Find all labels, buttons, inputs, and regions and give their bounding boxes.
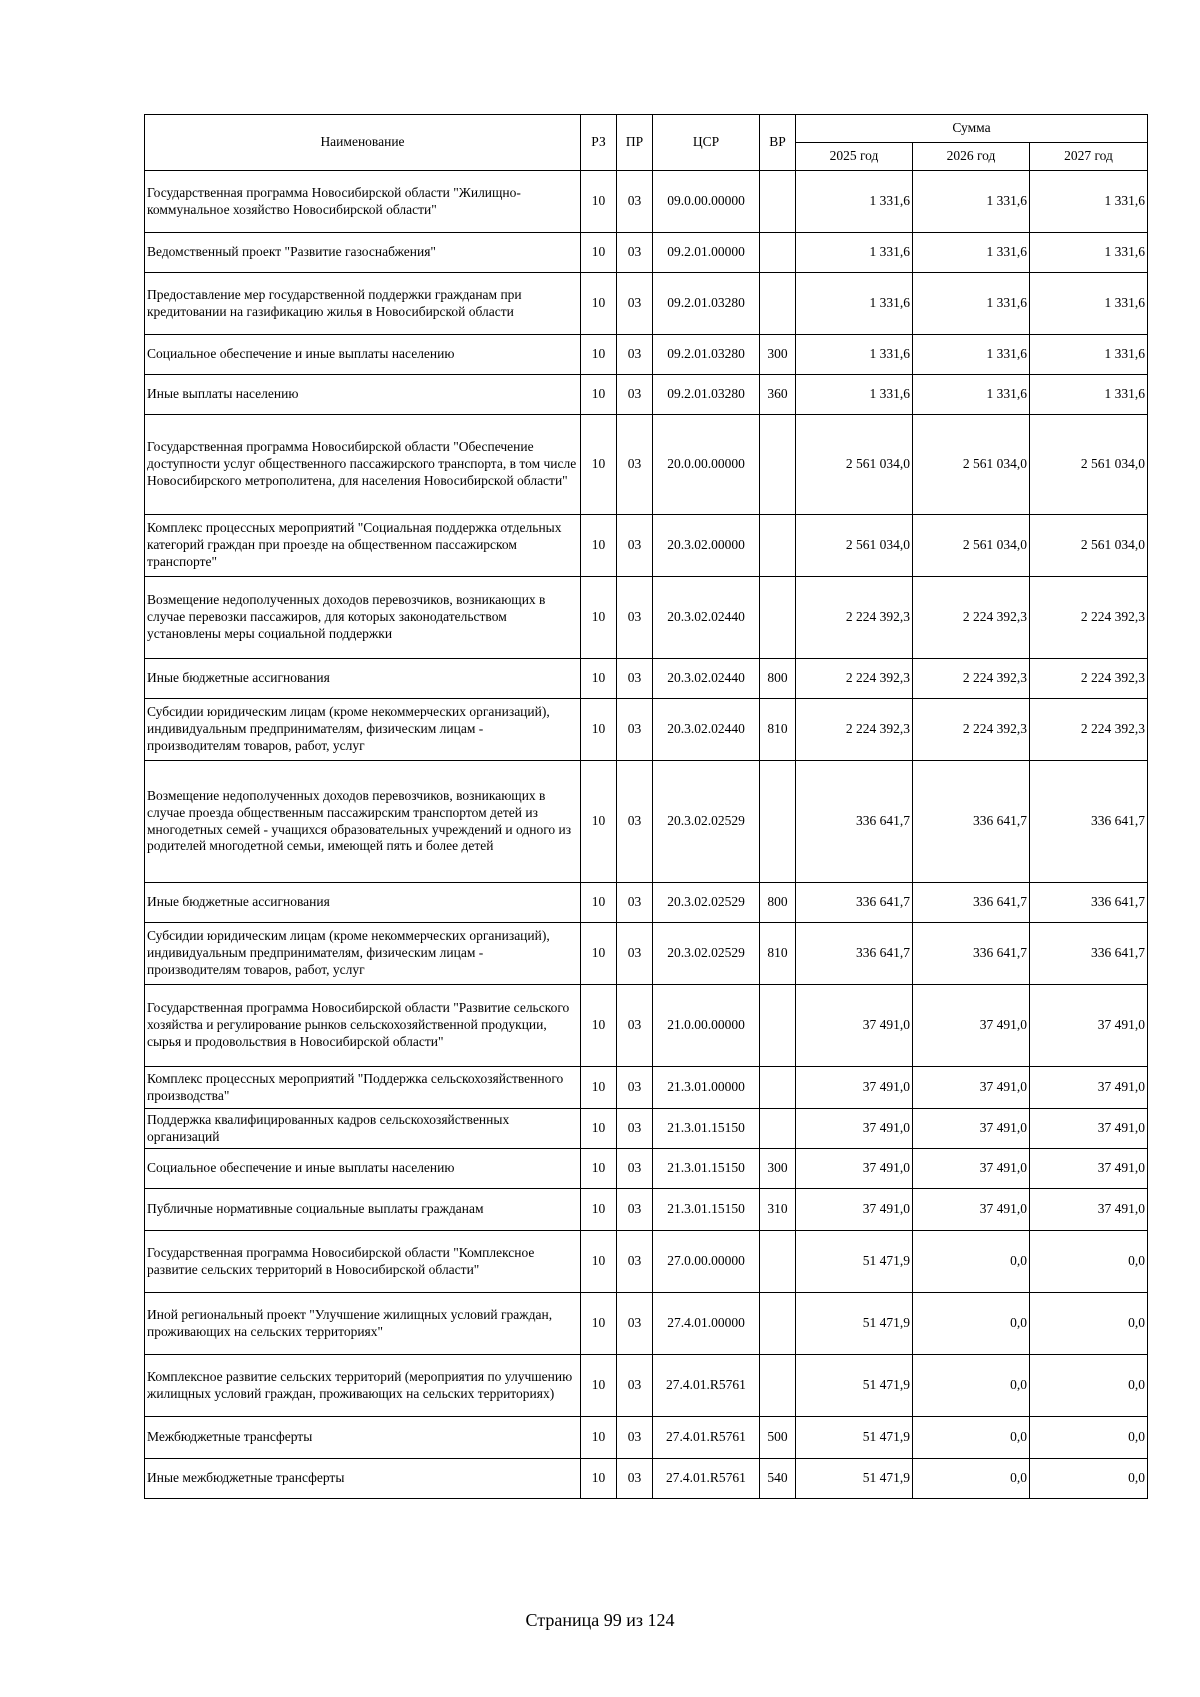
cell-amount-2026: 0,0 — [913, 1293, 1030, 1355]
cell-pr: 03 — [617, 171, 653, 233]
table-row — [145, 273, 1148, 335]
cell-amount-2026: 1 331,6 — [913, 233, 1030, 273]
table-row — [145, 415, 1148, 515]
header-rz: РЗ — [581, 115, 617, 171]
cell-name: Возмещение недополученных доходов перевозчиков, возникающих в случае проезда общественным пассажирским транспортом детей из многодетных семей - учащихся образовательных учреждений и одного из родителей многодетной семьи, имеющей пять и более детей — [145, 761, 581, 883]
cell-csr: 09.2.01.03280 — [653, 335, 760, 375]
cell-amount-2026: 0,0 — [913, 1417, 1030, 1459]
cell-pr: 03 — [617, 883, 653, 923]
cell-name: Ведомственный проект "Развитие газоснабжения" — [145, 233, 581, 273]
cell-pr: 03 — [617, 233, 653, 273]
cell-vr — [760, 1231, 796, 1293]
table-row — [145, 1231, 1148, 1293]
cell-rz: 10 — [581, 1459, 617, 1499]
cell-rz: 10 — [581, 415, 617, 515]
table-row — [145, 1189, 1148, 1231]
cell-amount-2026: 37 491,0 — [913, 985, 1030, 1067]
cell-rz: 10 — [581, 883, 617, 923]
cell-name: Государственная программа Новосибирской области "Комплексное развитие сельских территорий в Новосибирской области" — [145, 1231, 581, 1293]
cell-pr: 03 — [617, 761, 653, 883]
table-row — [145, 375, 1148, 415]
cell-name: Социальное обеспечение и иные выплаты населению — [145, 335, 581, 375]
cell-csr: 09.2.01.03280 — [653, 375, 760, 415]
cell-amount-2026: 0,0 — [913, 1459, 1030, 1499]
cell-rz: 10 — [581, 375, 617, 415]
cell-amount-2027: 2 224 392,3 — [1030, 699, 1148, 761]
cell-pr: 03 — [617, 335, 653, 375]
cell-rz: 10 — [581, 1231, 617, 1293]
cell-amount-2026: 37 491,0 — [913, 1067, 1030, 1109]
cell-amount-2025: 1 331,6 — [796, 375, 913, 415]
cell-amount-2026: 336 641,7 — [913, 883, 1030, 923]
table-row — [145, 1067, 1148, 1109]
cell-pr: 03 — [617, 699, 653, 761]
cell-amount-2025: 51 471,9 — [796, 1355, 913, 1417]
cell-amount-2026: 336 641,7 — [913, 923, 1030, 985]
cell-rz: 10 — [581, 923, 617, 985]
cell-amount-2025: 51 471,9 — [796, 1293, 913, 1355]
table-header — [145, 115, 1148, 171]
cell-amount-2025: 51 471,9 — [796, 1231, 913, 1293]
cell-pr: 03 — [617, 1189, 653, 1231]
cell-pr: 03 — [617, 1067, 653, 1109]
cell-csr: 09.2.01.03280 — [653, 273, 760, 335]
cell-name: Поддержка квалифицированных кадров сельскохозяйственных организаций — [145, 1109, 581, 1149]
cell-vr: 810 — [760, 699, 796, 761]
cell-amount-2025: 1 331,6 — [796, 273, 913, 335]
cell-csr: 20.3.02.02529 — [653, 883, 760, 923]
header-year-2025: 2025 год — [796, 143, 913, 171]
cell-csr: 21.3.01.15150 — [653, 1189, 760, 1231]
cell-amount-2025: 51 471,9 — [796, 1459, 913, 1499]
cell-amount-2026: 2 561 034,0 — [913, 515, 1030, 577]
cell-pr: 03 — [617, 415, 653, 515]
cell-pr: 03 — [617, 1293, 653, 1355]
table-row — [145, 1293, 1148, 1355]
cell-name: Субсидии юридическим лицам (кроме некоммерческих организаций), индивидуальным предпринимателям, физическим лицам - производителям товаров, работ, услуг — [145, 923, 581, 985]
cell-amount-2025: 37 491,0 — [796, 1189, 913, 1231]
cell-amount-2026: 37 491,0 — [913, 1189, 1030, 1231]
cell-amount-2026: 0,0 — [913, 1355, 1030, 1417]
cell-amount-2026: 2 561 034,0 — [913, 415, 1030, 515]
cell-amount-2025: 2 224 392,3 — [796, 659, 913, 699]
header-year-2027: 2027 год — [1030, 143, 1148, 171]
cell-amount-2025: 2 561 034,0 — [796, 415, 913, 515]
cell-rz: 10 — [581, 577, 617, 659]
cell-amount-2025: 37 491,0 — [796, 1149, 913, 1189]
cell-vr: 300 — [760, 335, 796, 375]
cell-rz: 10 — [581, 1293, 617, 1355]
cell-amount-2027: 0,0 — [1030, 1417, 1148, 1459]
cell-csr: 27.0.00.00000 — [653, 1231, 760, 1293]
cell-name: Иные бюджетные ассигнования — [145, 659, 581, 699]
cell-amount-2025: 2 224 392,3 — [796, 699, 913, 761]
cell-amount-2026: 2 224 392,3 — [913, 659, 1030, 699]
cell-pr: 03 — [617, 273, 653, 335]
table-row — [145, 1109, 1148, 1149]
cell-vr — [760, 415, 796, 515]
cell-rz: 10 — [581, 1189, 617, 1231]
table-row — [145, 923, 1148, 985]
header-pr: ПР — [617, 115, 653, 171]
cell-csr: 20.3.02.02440 — [653, 577, 760, 659]
table-row — [145, 233, 1148, 273]
cell-amount-2027: 0,0 — [1030, 1459, 1148, 1499]
cell-rz: 10 — [581, 335, 617, 375]
cell-amount-2027: 2 561 034,0 — [1030, 515, 1148, 577]
cell-amount-2027: 37 491,0 — [1030, 1067, 1148, 1109]
cell-amount-2027: 2 224 392,3 — [1030, 659, 1148, 699]
cell-name: Межбюджетные трансферты — [145, 1417, 581, 1459]
table-row — [145, 883, 1148, 923]
cell-name: Комплекс процессных мероприятий "Социальная поддержка отдельных категорий граждан при проезде на общественном пассажирском транспорте" — [145, 515, 581, 577]
cell-csr: 27.4.01.R5761 — [653, 1417, 760, 1459]
cell-rz: 10 — [581, 1149, 617, 1189]
cell-csr: 09.0.00.00000 — [653, 171, 760, 233]
cell-amount-2026: 37 491,0 — [913, 1149, 1030, 1189]
table-row — [145, 699, 1148, 761]
cell-rz: 10 — [581, 699, 617, 761]
cell-csr: 20.3.02.02529 — [653, 923, 760, 985]
cell-pr: 03 — [617, 577, 653, 659]
cell-amount-2027: 1 331,6 — [1030, 375, 1148, 415]
cell-amount-2027: 0,0 — [1030, 1293, 1148, 1355]
cell-pr: 03 — [617, 515, 653, 577]
cell-name: Иные межбюджетные трансферты — [145, 1459, 581, 1499]
table-row — [145, 171, 1148, 233]
cell-csr: 27.4.01.R5761 — [653, 1355, 760, 1417]
cell-vr — [760, 761, 796, 883]
cell-vr: 360 — [760, 375, 796, 415]
cell-vr — [760, 171, 796, 233]
cell-csr: 21.3.01.15150 — [653, 1149, 760, 1189]
page-number: Страница 99 из 124 — [525, 1610, 675, 1630]
cell-rz: 10 — [581, 515, 617, 577]
cell-vr: 800 — [760, 659, 796, 699]
cell-rz: 10 — [581, 659, 617, 699]
cell-amount-2027: 1 331,6 — [1030, 335, 1148, 375]
cell-name: Государственная программа Новосибирской области "Обеспечение доступности услуг общественного пассажирского транспорта, в том числе Новосибирского метрополитена, для населения Новосибирской области" — [145, 415, 581, 515]
cell-name: Государственная программа Новосибирской области "Развитие сельского хозяйства и регулирование рынков сельскохозяйственной продукции, сырья и продовольствия в Новосибирской области" — [145, 985, 581, 1067]
cell-amount-2027: 37 491,0 — [1030, 1189, 1148, 1231]
cell-rz: 10 — [581, 1109, 617, 1149]
cell-csr: 20.3.02.02440 — [653, 699, 760, 761]
cell-pr: 03 — [617, 985, 653, 1067]
cell-rz: 10 — [581, 171, 617, 233]
header-csr: ЦСР — [653, 115, 760, 171]
cell-vr — [760, 233, 796, 273]
cell-csr: 20.3.02.02440 — [653, 659, 760, 699]
cell-amount-2027: 1 331,6 — [1030, 171, 1148, 233]
cell-amount-2027: 37 491,0 — [1030, 1109, 1148, 1149]
cell-vr — [760, 577, 796, 659]
cell-amount-2027: 336 641,7 — [1030, 883, 1148, 923]
cell-pr: 03 — [617, 375, 653, 415]
cell-amount-2025: 336 641,7 — [796, 923, 913, 985]
cell-amount-2026: 37 491,0 — [913, 1109, 1030, 1149]
cell-amount-2025: 1 331,6 — [796, 335, 913, 375]
cell-rz: 10 — [581, 1355, 617, 1417]
cell-csr: 21.3.01.15150 — [653, 1109, 760, 1149]
table-row — [145, 659, 1148, 699]
cell-csr: 21.0.00.00000 — [653, 985, 760, 1067]
cell-pr: 03 — [617, 1149, 653, 1189]
cell-rz: 10 — [581, 985, 617, 1067]
cell-amount-2027: 37 491,0 — [1030, 1149, 1148, 1189]
cell-vr: 310 — [760, 1189, 796, 1231]
cell-amount-2027: 2 224 392,3 — [1030, 577, 1148, 659]
cell-rz: 10 — [581, 1067, 617, 1109]
table-row — [145, 1417, 1148, 1459]
cell-name: Публичные нормативные социальные выплаты гражданам — [145, 1189, 581, 1231]
cell-amount-2027: 37 491,0 — [1030, 985, 1148, 1067]
cell-amount-2026: 2 224 392,3 — [913, 699, 1030, 761]
cell-pr: 03 — [617, 1109, 653, 1149]
cell-amount-2026: 1 331,6 — [913, 335, 1030, 375]
cell-amount-2027: 336 641,7 — [1030, 761, 1148, 883]
cell-name: Иные бюджетные ассигнования — [145, 883, 581, 923]
cell-vr — [760, 1355, 796, 1417]
cell-csr: 09.2.01.00000 — [653, 233, 760, 273]
cell-pr: 03 — [617, 1417, 653, 1459]
cell-amount-2027: 0,0 — [1030, 1355, 1148, 1417]
cell-name: Социальное обеспечение и иные выплаты населению — [145, 1149, 581, 1189]
cell-rz: 10 — [581, 273, 617, 335]
table-row — [145, 1459, 1148, 1499]
cell-csr: 27.4.01.R5761 — [653, 1459, 760, 1499]
cell-vr — [760, 1109, 796, 1149]
cell-amount-2027: 2 561 034,0 — [1030, 415, 1148, 515]
cell-amount-2027: 336 641,7 — [1030, 923, 1148, 985]
header-name: Наименование — [145, 115, 581, 171]
table-row — [145, 1355, 1148, 1417]
table-body — [145, 171, 1148, 1499]
cell-amount-2025: 2 561 034,0 — [796, 515, 913, 577]
cell-rz: 10 — [581, 233, 617, 273]
cell-amount-2025: 336 641,7 — [796, 883, 913, 923]
cell-vr — [760, 515, 796, 577]
cell-name: Предоставление мер государственной поддержки гражданам при кредитовании на газификацию жилья в Новосибирской области — [145, 273, 581, 335]
cell-amount-2026: 336 641,7 — [913, 761, 1030, 883]
cell-amount-2027: 1 331,6 — [1030, 273, 1148, 335]
cell-vr — [760, 985, 796, 1067]
table-row — [145, 1149, 1148, 1189]
cell-vr: 800 — [760, 883, 796, 923]
cell-name: Комплексное развитие сельских территорий (мероприятия по улучшению жилищных условий граждан, проживающих на сельских территориях) — [145, 1355, 581, 1417]
cell-pr: 03 — [617, 923, 653, 985]
cell-name: Комплекс процессных мероприятий "Поддержка сельскохозяйственного производства" — [145, 1067, 581, 1109]
table-row — [145, 515, 1148, 577]
cell-amount-2025: 37 491,0 — [796, 1067, 913, 1109]
cell-csr: 27.4.01.00000 — [653, 1293, 760, 1355]
cell-amount-2025: 336 641,7 — [796, 761, 913, 883]
cell-name: Субсидии юридическим лицам (кроме некоммерческих организаций), индивидуальным предпринимателям, физическим лицам - производителям товаров, работ, услуг — [145, 699, 581, 761]
cell-pr: 03 — [617, 1459, 653, 1499]
cell-amount-2026: 0,0 — [913, 1231, 1030, 1293]
cell-pr: 03 — [617, 1355, 653, 1417]
cell-name: Возмещение недополученных доходов перевозчиков, возникающих в случае перевозки пассажиров, для которых законодательством установлены меры социальной поддержки — [145, 577, 581, 659]
cell-amount-2025: 37 491,0 — [796, 1109, 913, 1149]
table-row — [145, 985, 1148, 1067]
cell-amount-2026: 1 331,6 — [913, 171, 1030, 233]
cell-amount-2026: 1 331,6 — [913, 375, 1030, 415]
cell-csr: 20.3.02.00000 — [653, 515, 760, 577]
header-sum: Сумма — [796, 115, 1148, 143]
cell-pr: 03 — [617, 659, 653, 699]
cell-vr: 540 — [760, 1459, 796, 1499]
cell-name: Иные выплаты населению — [145, 375, 581, 415]
cell-amount-2025: 2 224 392,3 — [796, 577, 913, 659]
cell-rz: 10 — [581, 1417, 617, 1459]
cell-amount-2025: 51 471,9 — [796, 1417, 913, 1459]
cell-amount-2027: 0,0 — [1030, 1231, 1148, 1293]
table-row — [145, 335, 1148, 375]
cell-name: Иной региональный проект "Улучшение жилищных условий граждан, проживающих на сельских территориях" — [145, 1293, 581, 1355]
cell-vr — [760, 1067, 796, 1109]
cell-vr — [760, 273, 796, 335]
cell-amount-2025: 1 331,6 — [796, 233, 913, 273]
budget-table — [144, 114, 1148, 1499]
header-vr: ВР — [760, 115, 796, 171]
cell-amount-2026: 2 224 392,3 — [913, 577, 1030, 659]
cell-name: Государственная программа Новосибирской области "Жилищно-коммунальное хозяйство Новосибирской области" — [145, 171, 581, 233]
table-row — [145, 761, 1148, 883]
cell-amount-2025: 37 491,0 — [796, 985, 913, 1067]
cell-amount-2027: 1 331,6 — [1030, 233, 1148, 273]
cell-csr: 20.3.02.02529 — [653, 761, 760, 883]
cell-amount-2026: 1 331,6 — [913, 273, 1030, 335]
table-row — [145, 577, 1148, 659]
cell-vr — [760, 1293, 796, 1355]
cell-pr: 03 — [617, 1231, 653, 1293]
cell-rz: 10 — [581, 761, 617, 883]
header-year-2026: 2026 год — [913, 143, 1030, 171]
cell-vr: 810 — [760, 923, 796, 985]
cell-amount-2025: 1 331,6 — [796, 171, 913, 233]
cell-vr: 500 — [760, 1417, 796, 1459]
cell-csr: 21.3.01.00000 — [653, 1067, 760, 1109]
cell-vr: 300 — [760, 1149, 796, 1189]
cell-csr: 20.0.00.00000 — [653, 415, 760, 515]
